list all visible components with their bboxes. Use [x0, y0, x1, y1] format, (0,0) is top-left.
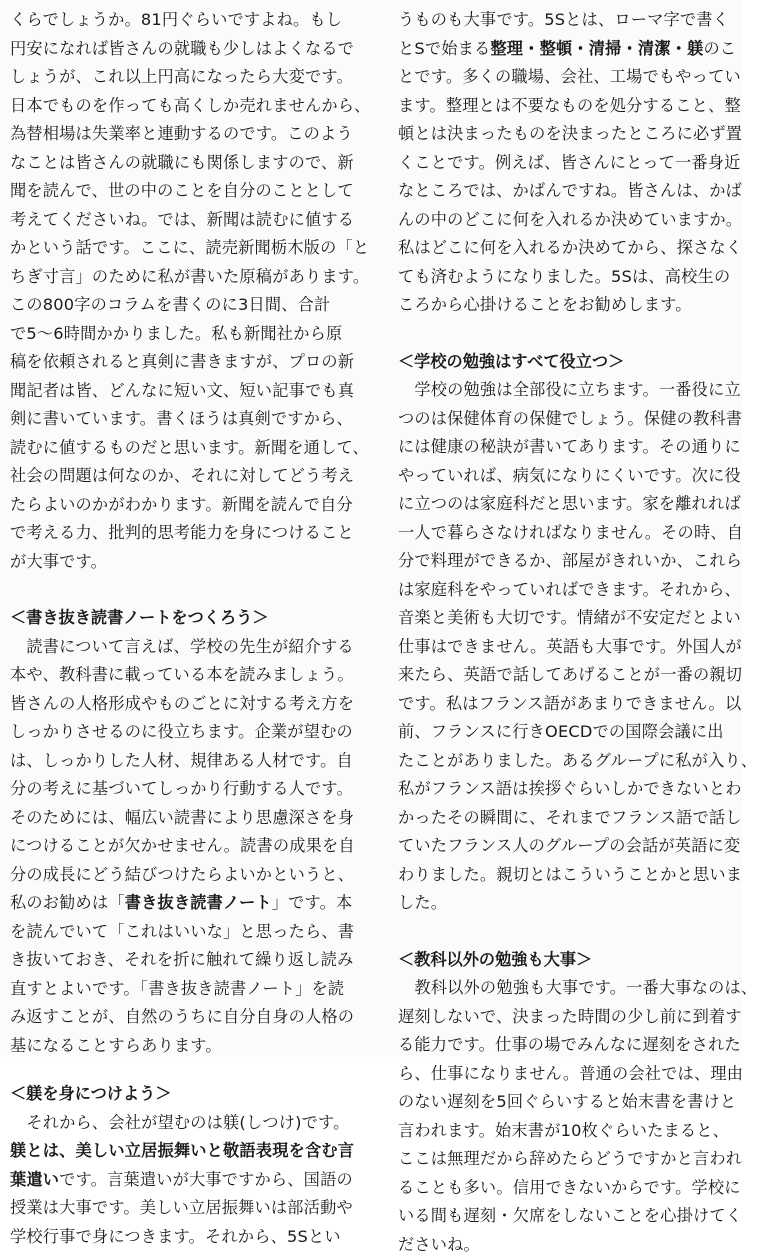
text-line: 為替相場は失業率と連動するのです。このよう: [10, 120, 344, 149]
text-line: ても済むようになりました。5Sは、高校生の: [398, 263, 732, 292]
text-line: たことがありました。あるグループに私が入り、: [398, 747, 732, 776]
text-line: くらでしょうか。81円ぐらいですよね。もし: [10, 6, 344, 35]
heading-school-study: ＜学校の勉強はすべて役立つ＞: [398, 348, 732, 377]
text-line: それから、会社が望むのは躾(しつけ)です。: [10, 1109, 344, 1138]
heading-discipline: ＜躾を身につけよう＞: [10, 1080, 344, 1109]
text-line: 考えてくださいね。では、新聞は読むに値する: [10, 206, 344, 235]
text-line: が大事です。: [10, 548, 344, 577]
paragraph-discipline-rest: [10, 1194, 344, 1251]
text-line: 遅刻しないで、決まった時間の少し前に到着す: [398, 1003, 732, 1032]
right-column: [398, 6, 732, 1259]
text-line: かという話です。ここに、読売新聞栃木版の「と: [10, 234, 344, 263]
text-line: 言われます。始末書が10枚ぐらいたまると、: [398, 1117, 732, 1146]
text-line: 分の考えに基づいてしっかり行動する人です。: [10, 775, 344, 804]
text-line: 本や、教科書に載っている本を読みましょう。: [10, 661, 344, 690]
text-line: 教科以外の勉強も大事です。一番大事なのは、: [398, 974, 732, 1003]
text-line: ていたフランス人のグループの会話が英語に変: [398, 832, 732, 861]
text-line: 皆さんの人格形成やものごとに対する考え方を: [10, 690, 344, 719]
text-line: に立つのは家庭科だと思います。家を離れれば: [398, 490, 732, 519]
text-line: ちぎ寸言」のために私が書いた原稿があります。: [10, 263, 344, 292]
text-line: る能力です。仕事の場でみんなに遅刻をされた: [398, 1031, 732, 1060]
text-line: は家庭科をやっていればできます。それから、: [398, 576, 732, 605]
text-line: です。私はフランス語があまりできません。以: [398, 690, 732, 719]
emphasis-text: 書き抜き読書ノート: [125, 893, 272, 912]
text-line: たらよいのかがわかります。新聞を読んで自分: [10, 491, 344, 520]
text-line: なことは皆さんの就職にも関係しますので、新: [10, 149, 344, 178]
text-line: を読んでいて「これはいいな」と思ったら、書: [10, 918, 344, 947]
text-line: 一人で暮らさなければなりません。その時、自: [398, 519, 732, 548]
paragraph-school-study: [398, 376, 732, 918]
text-span: 私のお勧めは「: [10, 893, 125, 912]
text-line: そのためには、幅広い読書により思慮深さを身: [10, 804, 344, 833]
text-line: 頓とは決まったものを決まったところに必ず置: [398, 120, 732, 149]
emphasis-text: 葉遣い: [10, 1170, 59, 1189]
text-line: につけることが欠かせません。読書の成果を自: [10, 832, 344, 861]
text-line: しょうが、これ以上円高になったら大変です。: [10, 63, 344, 92]
text-line: ることも多い。信用できないからです。学校に: [398, 1174, 732, 1203]
text-line: 剣に書いています。書くほうは真剣ですから、: [10, 405, 344, 434]
paragraph-reading-notes: [10, 633, 344, 890]
text-line: 聞を読んで、世の中のことを自分のこととして: [10, 177, 344, 206]
text-span: のこ: [703, 39, 736, 58]
text-line: 来たら、英語で話してあげることが一番の親切: [398, 661, 732, 690]
text-line: しっかりさせるのに役立ちます。企業が望むの: [10, 718, 344, 747]
heading-reading-notes: ＜書き抜き読書ノートをつくろう＞: [10, 604, 344, 633]
paragraph-reading-notes-rest: [10, 918, 344, 1061]
paragraph-non-subject-study: [398, 974, 732, 1259]
text-line: いる間も遅刻・欠席をしないことを心掛けてく: [398, 1202, 732, 1231]
paragraph-5s: [398, 63, 732, 320]
text-line: 円安になれば皆さんの就職も少しはよくなるで: [10, 35, 344, 64]
text-line: き抜いておき、それを折に触れて繰り返し読み: [10, 946, 344, 975]
text-line: 社会の問題は何なのか、それに対してどう考え: [10, 462, 344, 491]
text-line: 分の成長にどう結びつけたらよいかというと、: [10, 861, 344, 890]
text-line: ここは無理だから辞めたらどうですかと言われ: [398, 1145, 732, 1174]
text-line: 前、フランスに行きOECDでの国際会議に出: [398, 718, 732, 747]
emphasis-text: 躾とは、美しい立居振舞いと敬語表現を含む言: [10, 1137, 344, 1166]
text-line: で考える力、批判的思考能力を身につけること: [10, 519, 344, 548]
text-line: [398, 35, 732, 64]
text-line: 聞記者は皆、どんなに短い文、短い記事でも真: [10, 377, 344, 406]
text-line: のない遅刻を5回ぐらいすると始末書を書けと: [398, 1088, 732, 1117]
text-line: 私はどこに何を入れるか決めてから、探さなく: [398, 234, 732, 263]
left-column: [10, 6, 344, 1251]
text-line: んの中のどこに何を入れるか決めていますか。: [398, 206, 732, 235]
text-line: くことです。例えば、皆さんにとって一番身近: [398, 149, 732, 178]
text-line: 分で料理ができるか、部屋がきれいか、これら: [398, 547, 732, 576]
text-line: 音楽と美術も大切です。情緒が不安定だとよい: [398, 604, 732, 633]
text-line: やっていれば、病気になりにくいです。次に役: [398, 462, 732, 491]
text-line: [10, 1166, 344, 1195]
text-span: です。言葉遣いが大事ですから、国語の: [59, 1170, 353, 1189]
text-line: ら、仕事になりません。普通の会社では、理由: [398, 1060, 732, 1089]
heading-non-subject-study: ＜教科以外の勉強も大事＞: [398, 946, 732, 975]
text-span: 」です。本: [272, 893, 353, 912]
text-line: した。: [398, 889, 732, 918]
text-line: 日本でものを作っても高くしか売れませんから、: [10, 92, 344, 121]
text-line: 私がフランス語は挨拶ぐらいしかできないとわ: [398, 775, 732, 804]
text-line: 基になることすらあります。: [10, 1032, 344, 1061]
paragraph-newspaper: [10, 6, 344, 576]
emphasis-text: 整理・整頓・清掃・清潔・躾: [490, 39, 703, 58]
text-line: ます。整理とは不要なものを処分すること、整: [398, 92, 732, 121]
text-line: この800字のコラムを書くのに3日間、合計: [10, 291, 344, 320]
text-line: 仕事はできません。英語も大事です。外国人が: [398, 633, 732, 662]
text-line: 学校の勉強は全部役に立ちます。一番役に立: [398, 376, 732, 405]
text-line: 直すとよいです。「書き抜き読書ノート」を読: [10, 975, 344, 1004]
text-line: とです。多くの職場、会社、工場でもやってい: [398, 63, 732, 92]
text-span: とSで始まる: [398, 39, 490, 58]
text-line: 稿を依頼されると真剣に書きますが、プロの新: [10, 348, 344, 377]
text-line: わりました。親切とはこういうことかと思いま: [398, 861, 732, 890]
text-line: うものも大事です。5Sとは、ローマ字で書く: [398, 6, 732, 35]
text-line: [10, 889, 344, 918]
text-line: で5～6時間かかりました。私も新聞社から原: [10, 320, 344, 349]
text-line: かったその瞬間に、それまでフランス語で話し: [398, 804, 732, 833]
text-line: 学校行事で身につきます。それから、5Sとい: [10, 1223, 344, 1252]
text-line: ださいね。: [398, 1231, 732, 1259]
text-line: つのは保健体育の保健でしょう。保健の教科書: [398, 405, 732, 434]
text-line: なところでは、かばんですね。皆さんは、かば: [398, 177, 732, 206]
text-line: は、しっかりした人材、規律ある人材です。自: [10, 747, 344, 776]
text-line: ころから心掛けることをお勧めします。: [398, 291, 732, 320]
text-line: 読むに値するものだと思います。新聞を通して、: [10, 434, 344, 463]
text-line: 読書について言えば、学校の先生が紹介する: [10, 633, 344, 662]
text-line: には健康の秘訣が書いてあります。その通りに: [398, 433, 732, 462]
text-line: 授業は大事です。美しい立居振舞いは部活動や: [10, 1194, 344, 1223]
text-line: み返すことが、自然のうちに自分自身の人格の: [10, 1003, 344, 1032]
